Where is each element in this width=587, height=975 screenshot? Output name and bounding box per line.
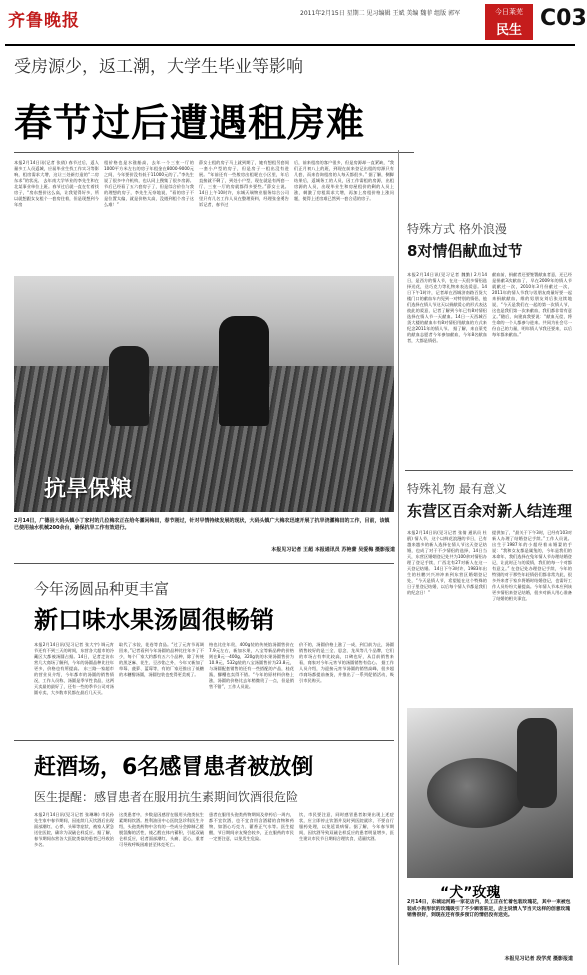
- rose-photo-overlay: “犬”玫瑰: [440, 885, 501, 901]
- section-top: 今日莱芜: [495, 8, 523, 16]
- farmer-figure-right: [219, 316, 269, 426]
- drinking-col-3: 患者在服用头孢类药物期间及停药后一周内，都不宜饮酒，也不宜食用含酒精的食物和药物，如酒心巧克力、藿香正气水等。医生提醒，节日期间亲友聚会较多，正在服药的市民一定要注意，以免发生危险。: [209, 812, 294, 841]
- drinking-subhead: 医生提醒：感冒患者在服用抗生素期间饮酒很危险: [34, 790, 299, 804]
- romance-headline: 8对情侣献血过节: [407, 242, 523, 260]
- tangyuan-col-3: 格也比往年贵，400g装的传统馅汤圆售价在7.9元左右，新加水果，八宝等新品种的价格则在8元一400g，320g装的水果汤圆售价为10.9元，532g装的八宝汤圆售价为23.8元，与汤圆配套销售的还有一些搭配的产品，桂花酱，醪糟也卖得不错。“今年的原材料价格上涨，汤圆的价格比去年稍微贵了一点，但是销售不错”，工作人员说。: [209, 642, 294, 689]
- column-divider: [398, 150, 399, 965]
- sidebar-divider: [405, 470, 573, 471]
- rose-bouquet: [427, 758, 527, 828]
- page-number: C03: [540, 6, 587, 31]
- gift-col-2: 提供加了，“最关于下午3时，已经有103对新人办理了结婚登记手续。”工作人员说。 出生于1987年的小超经着未婚妻的手说：“我和女友都是属兔的，今年是我们的本命年，我们选择在兔年情人节办理结婚登记，让此时正与的爱情，我们的每一个对都有意义。” 在登记处办理登记手续，今年的特别的对于那些年轻情侣们都非常为此，很多外来者于家乡将婚时结婚登记，也需好工作人员纷纷大量提高。今年情人节本应到该更多情侣来登记结婚，很多对新人用心准备了结婚的相关事宜。: [492, 530, 572, 601]
- farmer-figure-left: [109, 346, 149, 426]
- lead-col-1: 本报2月14日讯(记者 张倩) 春节过后，返人量多工人员返城，应届毕业生找工作实习等影响，租房需求大增，这让三处新打造的“二房东求”的状况。 去年南大学毕业的李先生和在北某事业单位上班。春节过后就一直在忙着找房子，“房东想价这么高，让我觉得好多，所以就想跟女友租个一套房住着，但是现想到今年房: [14, 160, 99, 207]
- drought-credit: 本报见习记者 王超 本报通讯员 苏艳蕾 吴爱梅 摄影报道: [271, 547, 395, 553]
- florist-figure: [517, 718, 557, 808]
- section-bottom: 民生: [495, 23, 522, 38]
- gift-col-1: 本报2月14日讯(见习记者 张倩 通讯员 杜鹃) 情人节，这个以鲜花浪漫的节日，已有越来越多的新人选择在情人节这天登记结婚，也成了对于不少情侣的选择，14日当天，东营区婚姻登记处共为100余对情侣办理了登记手续，广西北有27对新人在这一天登记结婚。 14日下午3时许，1983年出生的杜鹏兴兴冲冲来到东营区婚姻登记处，“今天是情人节，希望能在这个特殊的日子里登记结婚，以后每个情人节都是我们的纪念日！”: [407, 530, 487, 595]
- section-badge: [485, 4, 533, 40]
- drought-caption: 2月14日，广德县大码头镇小丁家村的几位梅农正在给冬灌闲梅田，春节刚过，针对早情持续发展的现状，大码头镇广大梅农迅速开展了抗旱浇灌梅田的工作，目前，该镇已使用抽水机械200余台，确保抗旱工作有效进行。: [14, 518, 390, 531]
- drinking-col-4: 饮，市民要注意，同时感冒患者如果出现上述症状，应立即停止饮酒并及时到医院就诊，不要自行服药处理，以免延误病情。据了解，今年春节期间，因饮酒导致双硫仑样反应的患者明显增多，医生建议市民节日期间合理饮食，适量饮酒。: [299, 812, 394, 841]
- tangyuan-col-1: 本报2月14日讯(见习记者 张大宇) 调元宵节还有不到三天的时间，东营各大超市的冷藏区大都被汤圆占据。14日，记者走访东营几大商场了解到，今年的汤圆品种比往年更多，价格也有所提高。 东三路一家超市的营业员介绍，今年都市的汤圆的销售情况，工作人员称，汤圆是季节性食品，这两天卖最的最好了，还有一些的季节公司对汤圆专卖，大多数市民都在最后几天买。: [34, 642, 114, 695]
- masthead: [0, 0, 587, 44]
- drinking-col-2: 这类患者中，多数是因感冒在服用头孢类抗生素期间饮酒。胜利油田中心医院急诊科医生介绍，头孢类药物中含有的一些成分会抑制乙醛脱氢酶的活性，使乙醛在体内蓄积，引起双硫仑样反应，轻者面部潮红、头痛、恶心，重者可导致呼吸困难甚至休克死亡。: [119, 812, 204, 847]
- lead-kicker: 受房源少，返工潮，大学生毕业等影响: [14, 57, 303, 77]
- drinking-col-1: 本报2月14日讯(见习记者 张琳琳) 市民孙先生家中春节期间，因连续几天饮酒后出现面部潮红、心悸、头晕等症状，被家人紧急送往医院，确诊为双硫仑样反应。据了解，春节期间东营各大医院类似的患者已经收治多名。: [34, 812, 114, 847]
- gift-kicker: 特殊礼物 最有意义: [407, 482, 507, 496]
- tangyuan-divider: [14, 563, 394, 564]
- drought-photo: [14, 276, 394, 512]
- tangyuan-headline: 新口味水果汤圆很畅销: [34, 606, 274, 634]
- lead-divider: [14, 152, 414, 153]
- lead-col-4: 后，前来租房的客户很多，但是房源却一直紧缺，“我们正月初八上的班，到现在前来登记出租的房源只有几套，而来咨询租房的人每天都很多。” 据了解，侧脚结果后，返城务工的人员，因工作需租的房源，出租房源的人员，出现毕业生和房屋租价的剩的人员上涨，刺激了房租需求大增，再加上房租价格上涨问题，使得上述房难已然到一套合适的房子。: [294, 160, 394, 201]
- gift-headline: 东营区百余对新人结连理: [407, 502, 573, 520]
- romance-col-1: 本报2月14日讯(见习记者 魏勤) 2月14日，是西方的情人节，在这一天很多情侣选择送花，送巧克力等礼物来表达爱意。14日下午1时许，记者却在西城济南路百货大楼门口的献血车内见到一对特别的情侣，他们选择在情人节这天以捐献爱心的形式表达彼此的爱意，记者了解到今年已有8对情侣选择在情人节一天献血。14日一天西城百货大楼的献血车有8对情侣用献血的方式来纪念2011年的情人节。 据了解，来自莱芜的献血志愿者今年参加献血，今年8名献血者，大都是情侣。: [407, 272, 487, 343]
- tangyuan-col-4: 价不的，汤圆价格上涨了一成，到目前为止，汤圆销售较好的是三全、思念、龙凤等几个品牌，它们的市场占有率比较高，口碑也好，从目前销售来看，商家对今年元宵节的汤圆销售有信心。 据工作人员介绍，为迎接元宵节汤圆的销售高峰，很多超市商场都提前备货，并推出了一系列促销活动，吸引市民购买。: [299, 642, 394, 683]
- tangyuan-col-2: 取代了水饺，花卷等食品。“过了元宵节再调回来，”记者看到今年汤圆的品种比往年多了不少，每个厂家大约都有五六个品种，除了传统的黑芝麻、花生、豆沙馅之外，今年又新加了草莓、菠萝、蓝莓等，有的厂家还推出了低糖的木糖醇汤圆，汤圆包装也变得更美观了。: [119, 642, 204, 677]
- lead-headline: 春节过后遭遇租房难: [14, 101, 366, 145]
- date-line: 2011年2月15日 星期二 见习编辑 王斌 美编 魏菲 组版 郭军: [300, 10, 461, 17]
- romance-col-2: 献血前，捐献者还要签署献血者意，还已经是捐献3次献血了，早在2009年的情人节就献过一次，2010年3月份献过一次，2011年的情人节我与男朋友商量好要一起来捐献献血，维的男朋友刘后张这续地说，“今天是我们在一起的第一次情人节，这也是我们第一次来献血，我们都非常有意义。”随后，向建真我要说：“献血无偿，将生命的一个人都参与进来。共同为社会尽一份自己的力量，明年情人节我还要来，以后每年都来献血。”: [492, 272, 572, 337]
- drought-photo-overlay: 抗旱保粮: [44, 477, 133, 502]
- tangyuan-kicker: 今年汤圆品种更丰富: [34, 580, 170, 598]
- drinking-divider: [14, 740, 394, 741]
- lead-col-3: 薛女士租的房子马上就到期了，她有想租另套间一套小户型的房子，但是房子一租出没有进展。“年前还有一些般房出租呢在小区里，年后直接就不剩了，到处小户型，现在就是有两套一厅、三室一厅的房就都得多要些。”薛女士说。 14日上午10时许，东城天瑞物业服务综合公司里只有几名工作人员在整理资料，经理张金勇告诉记者，春节过: [199, 160, 289, 207]
- rose-photo: [407, 708, 573, 878]
- newspaper-logo: 齐鲁晚报: [8, 11, 80, 31]
- masthead-rule: [5, 44, 575, 46]
- rose-credit: 本报见习记者 段学虎 摄影报道: [504, 956, 573, 962]
- romance-kicker: 特殊方式 格外浪漫: [407, 222, 507, 236]
- lead-col-2: 租价格也是水涨船高，去年一个三室一厅的1000平方米左右的房子年租金在8000-9000元之间，今年要价没有低于11000元的了。”李先生说了很多中介机构，也认同上搜集了很多房源。节后已经看了五六套房子了，但是综合价位与我的理想的房子，李先生无奈地说，“看的房子不是位置太偏，就是价格太高，没遇到租个房子这么难！”: [104, 160, 194, 207]
- rose-caption: 2月14日，东城运河路一家花店内，员工正在忙着包装玫瑰花，其中一束被包装成小狗形状的玫瑰吸引了不少顾客驻足，店主说情人节当天这样的创意玫瑰销售很好，到现在还有很多预订的情侣没有送完。: [407, 900, 571, 918]
- drinking-headline: 赶酒场，6名感冒患者被放倒: [34, 755, 314, 780]
